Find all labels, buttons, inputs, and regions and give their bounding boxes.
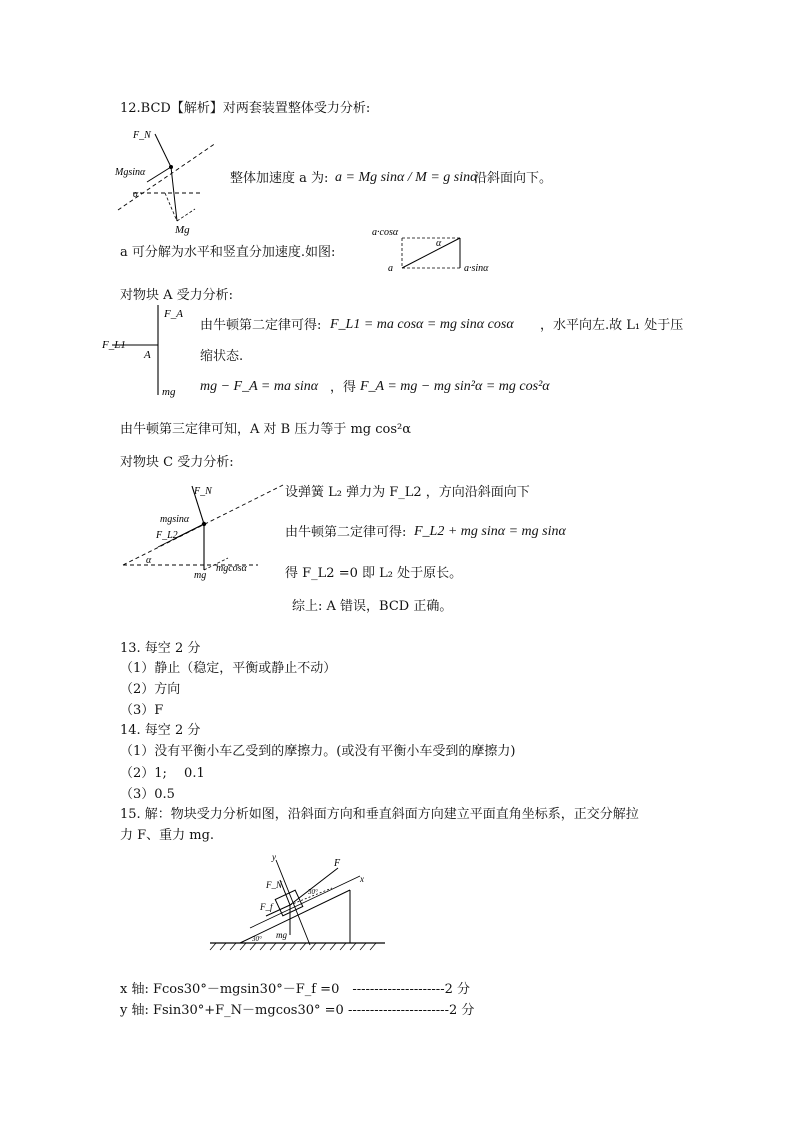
q14-item-1: （1）没有平衡小车乙受到的摩擦力。(或没有平衡小车受到的摩擦力) [120, 744, 516, 759]
fig1-mg-label: Mg [175, 224, 190, 236]
fig5-ff-label: F_f [260, 902, 273, 912]
q15-line2: 力 F、重力 mg. [120, 828, 215, 843]
fig3-fa-label: F_A [164, 308, 183, 320]
q15-line1: 15. 解：物块受力分析如图，沿斜面方向和垂直斜面方向建立平面直角坐标系，正交分解拉 [120, 807, 639, 822]
figure-overall-forces [113, 125, 223, 235]
fig3-a-label: A [144, 349, 151, 361]
q15-x-axis-equation: x 轴: Fcos30°－mgsin30°－F_f =0 ---------------------2 分 [120, 982, 470, 997]
q12-heading: 12.BCD【解析】对两套装置整体受力分析: [120, 101, 371, 116]
figure-incline-block [210, 850, 400, 950]
figure-accel-decomposition [370, 224, 510, 279]
fig2-acos-label: a·cosα [372, 227, 399, 238]
q14-heading: 14. 每空 2 分 [120, 723, 201, 738]
fig5-angle2-label: 30° [252, 935, 262, 943]
fig4-fl2-label: F_L2 [156, 530, 178, 541]
block-c-line2-pre: 由牛顿第二定律可得: [285, 525, 407, 540]
block-a-title: 对物块 A 受力分析: [120, 288, 234, 303]
block-a-line3-eq2: F_A = mg − mg sin²α = mg cos²α [360, 379, 550, 394]
block-a-line3-eq1: mg − F_A = ma sinα [200, 379, 319, 394]
block-a-line1-post: ，水平向左.故 L₁ 处于压 [540, 318, 684, 333]
fig5-y-label: y [272, 852, 276, 862]
q13-item-3: （3）F [120, 703, 164, 718]
block-a-line3-mid: ，得 [330, 380, 357, 395]
block-a-line1-pre: 由牛顿第二定律可得: [200, 318, 322, 333]
fig5-mg-label: mg [276, 930, 287, 940]
decompose-text: a 可分解为水平和竖直分加速度.如图: [120, 245, 336, 260]
fig4-mg-label: mg [194, 570, 207, 581]
fig2-asin-label: a·sinα [464, 263, 489, 274]
block-c-line2-eq: F_L2 + mg sinα = mg sinα [414, 524, 566, 539]
block-a-line2: 缩状态. [200, 349, 244, 364]
block-a-line1-eq: F_L1 = ma cosα = mg sinα cosα [330, 317, 514, 332]
q13-item-2: （2）方向 [120, 682, 181, 697]
overall-accel-text: 整体加速度 a 为: [230, 171, 329, 186]
fig4-mgsin-label: mgsinα [160, 514, 190, 525]
fig2-alpha-label: α [436, 238, 442, 249]
q13-heading: 13. 每空 2 分 [120, 641, 201, 656]
fig1-mgsina-label: Mgsinα [115, 167, 146, 178]
third-law-text: 由牛顿第三定律可知，A 对 B 压力等于 mg cos²α [120, 422, 412, 437]
figure-block-a [100, 305, 183, 400]
summary-text: 综上: A 错误，BCD 正确。 [292, 599, 453, 614]
fig4-alpha-label: α [146, 555, 152, 566]
block-c-title: 对物块 C 受力分析: [120, 455, 234, 470]
q13-item-1: （1）静止（稳定，平衡或静止不动） [120, 661, 337, 676]
fig5-fn-label: F_N [266, 880, 283, 890]
fig3-fl1-label: F_L1 [102, 339, 126, 351]
fig5-angle1-label: 30° [308, 888, 318, 896]
fig5-x-label: x [360, 874, 364, 884]
fig4-mgcos-label: mgcosα [216, 563, 247, 574]
fig4-fn-label: F_N [194, 486, 212, 497]
block-c-line3: 得 F_L2 =0 即 L₂ 处于原长。 [285, 566, 463, 581]
fig3-mg-label: mg [162, 386, 176, 398]
overall-accel-equation: a = Mg sinα / M = g sinα [335, 170, 478, 185]
fig2-a-label: a [388, 263, 393, 274]
figure-block-c [118, 480, 288, 580]
fig5-f-label: F [334, 858, 341, 869]
q14-item-2: （2）1; 0.1 [120, 766, 205, 781]
q14-item-3: （3）0.5 [120, 787, 175, 802]
block-c-line1: 设弹簧 L₂ 弹力为 F_L2 ，方向沿斜面向下 [285, 485, 530, 500]
fig1-alpha-label: α [133, 189, 139, 200]
overall-accel-tail: 沿斜面向下。 [474, 171, 553, 186]
q15-y-axis-equation: y 轴: Fsin30°+F_N－mgcos30° =0 -----------------------2 分 [120, 1003, 475, 1018]
fig1-fn-label: F_N [133, 130, 151, 141]
